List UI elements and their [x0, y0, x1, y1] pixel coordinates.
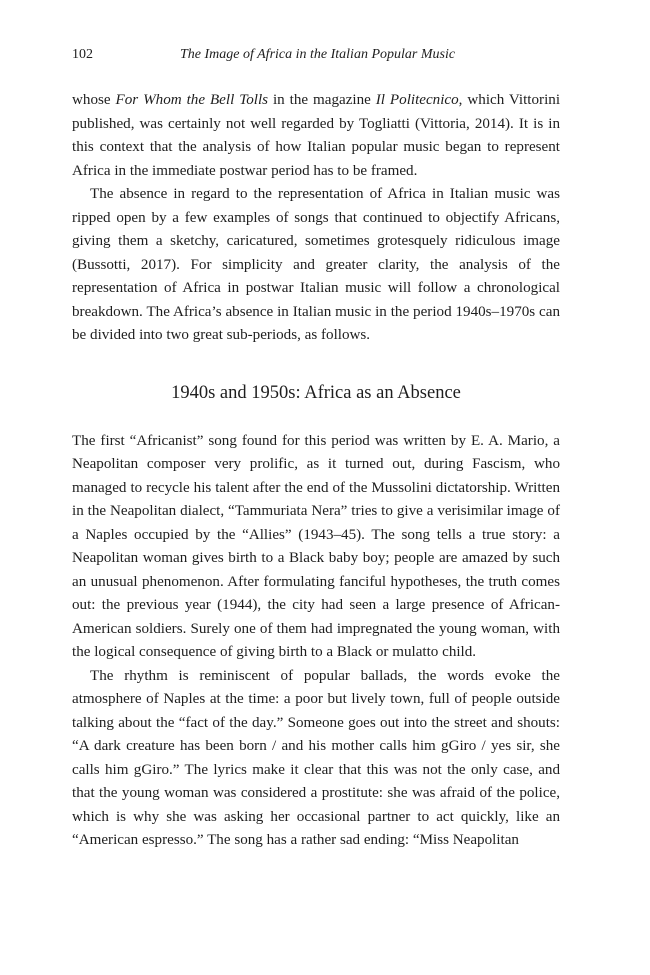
running-title: The Image of Africa in the Italian Popular Music	[180, 47, 456, 62]
paragraph-text: in the magazine	[268, 92, 376, 108]
body-text	[72, 89, 560, 853]
paragraph-text: , which Vittorini published, was certainly not well regarded by Togliatti (Vittoria, 2014). It is in this context that the analysis of how Italian popular music began to represent Africa in the immediate postwar period has to be framed.	[72, 92, 561, 179]
paragraph: The rhythm is reminiscent of popular ballads, the words evoke the atmosphere of Naples at the time: a poor but lively town, full of people outside talking about the “fact of the day.” Someone goes out into the street and shouts: “A dark creature has been born / and his mother calls him gGiro / yes sir, she calls him gGiro.” The lyrics make it clear that this was not the only case, and that the young woman was considered a prostitute: she was afraid of the police, which is why she was asking her occasional partner to act quickly, like an “American espresso.” The song has a rather sad ending: “Miss Neapolitan	[72, 667, 560, 848]
section-heading: 1940s and 1950s: Africa as an Absence	[171, 382, 461, 403]
page-header	[72, 47, 560, 67]
page-number: 102	[72, 47, 93, 62]
paragraph	[72, 89, 560, 183]
paragraph: The absence in regard to the representation of Africa in Italian music was ripped open by a few examples of songs that continued to objectify Africans, giving them a sketchy, caricatured, sometimes grotesquely ridiculous image (Bussotti, 2017). For simplicity and greater clarity, the analysis of the representation of Africa in postwar Italian music will follow a chronological breakdown. The Africa’s absence in Italian music in the period 1940s–1970s can be divided into two great sub-periods, as follows.	[72, 186, 560, 343]
magazine-title: Il Politecnico	[375, 92, 459, 108]
paragraph: The first “Africanist” song found for this period was written by E. A. Mario, a Neapolitan composer very prolific, as it turned out, during Fascism, who managed to recycle his talent after the end of the Mussolini dictatorship. Written in the Neapolitan dialect, “Tammuriata Nera” tries to give a verisimilar image of a Naples occupied by the “Allies” (1943–45). The song tells a true story: a Neapolitan woman gives birth to a Black baby boy; people are amazed by such an unusual phenomenon. After formulating fanciful hypotheses, the truth comes out: the previous year (1944), the city had seen a large presence of African-American soldiers. Surely one of them had impregnated the young woman, with the logical consequence of giving birth to a Black or mulatto child.	[72, 432, 560, 660]
paragraph-text: whose	[72, 92, 116, 108]
book-title: For Whom the Bell Tolls	[115, 92, 269, 108]
